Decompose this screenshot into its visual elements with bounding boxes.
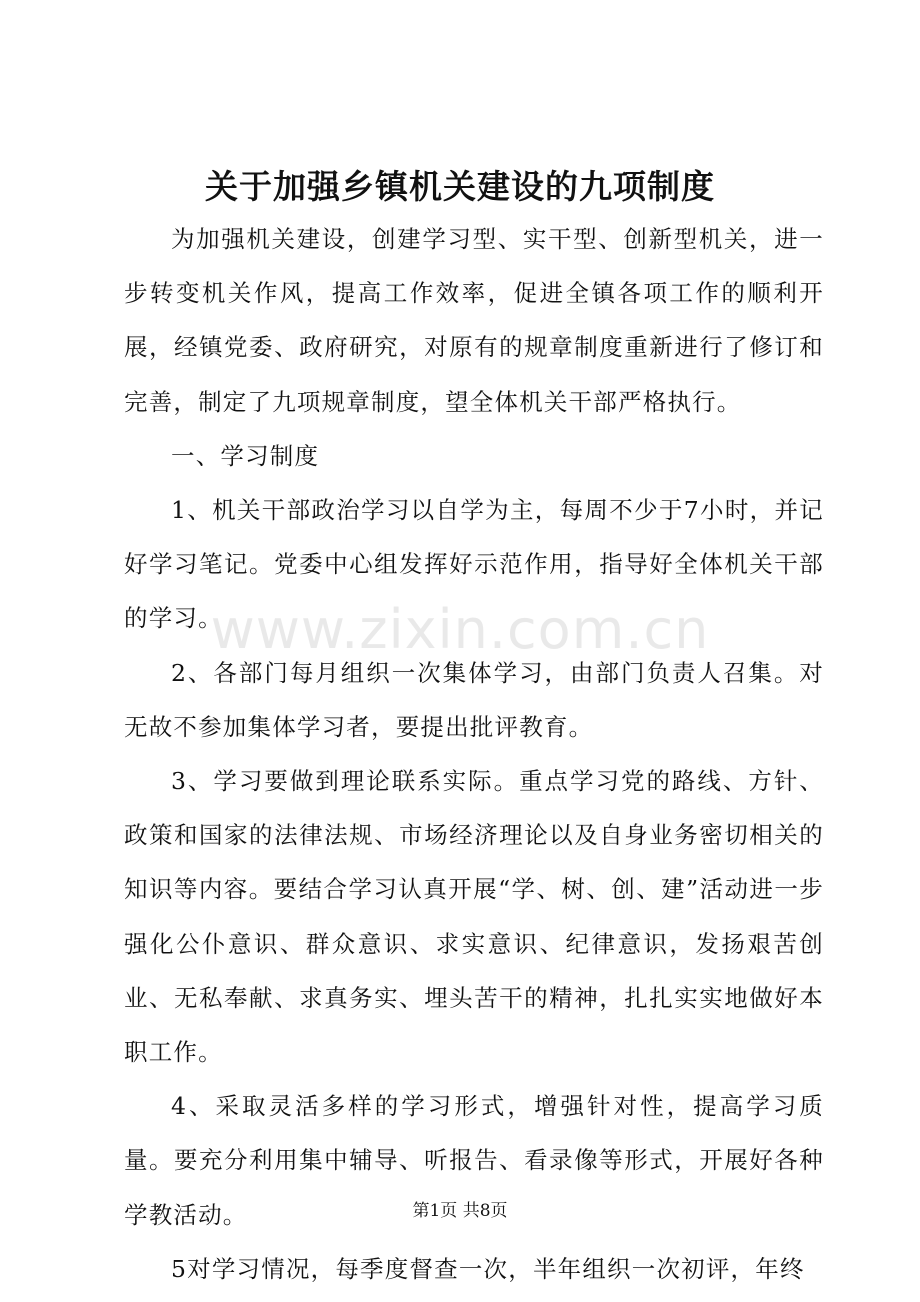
clause-2-paragraph: 2、各部门每月组织一次集体学习，由部门负责人召集。对无故不参加集体学习者，要提出批评教育。 [124, 658, 824, 741]
clause-5-paragraph: 5对学习情况，每季度督查一次，半年组织一次初评，年终 [171, 1254, 805, 1283]
section-heading-study-system: 一、学习制度 [171, 441, 320, 470]
document-body [124, 212, 824, 1296]
page-footer: 第1页 共8页 [412, 1201, 508, 1221]
watermark-text: www.zixin.com.cn [210, 598, 710, 661]
document-title: 关于加强乡镇机关建设的九项制度 [205, 167, 715, 206]
clause-1-paragraph: 1、机关干部政治学习以自学为主，每周不少于7小时，并记好学习笔记。党委中心组发挥好示范作用，指导好全体机关干部的学习。 [124, 496, 824, 633]
intro-paragraph: 为加强机关建设，创建学习型、实干型、创新型机关，进一步转变机关作风，提高工作效率，促进全镇各项工作的顺利开展，经镇党委、政府研究，对原有的规章制度重新进行了修订和完善，制定了九项规章制度，望全体机关干部严格执行。 [124, 225, 824, 416]
clause-4-paragraph: 4、采取灵活多样的学习形式，增强针对性，提高学习质量。要充分利用集中辅导、听报告、看录像等形式，开展好各种学教活动。 [124, 1092, 824, 1229]
clause-3-paragraph: 3、学习要做到理论联系实际。重点学习党的路线、方针、政策和国家的法律法规、市场经济理论以及自身业务密切相关的知识等内容。要结合学习认真开展“学、树、创、建”活动进一步强化公仆意识、群众意识、求实意识、纪律意识，发扬艰苦创业、无私奉献、求真务实、埋头苦干的精神，扎扎实实地做好本职工作。 [124, 767, 824, 1067]
